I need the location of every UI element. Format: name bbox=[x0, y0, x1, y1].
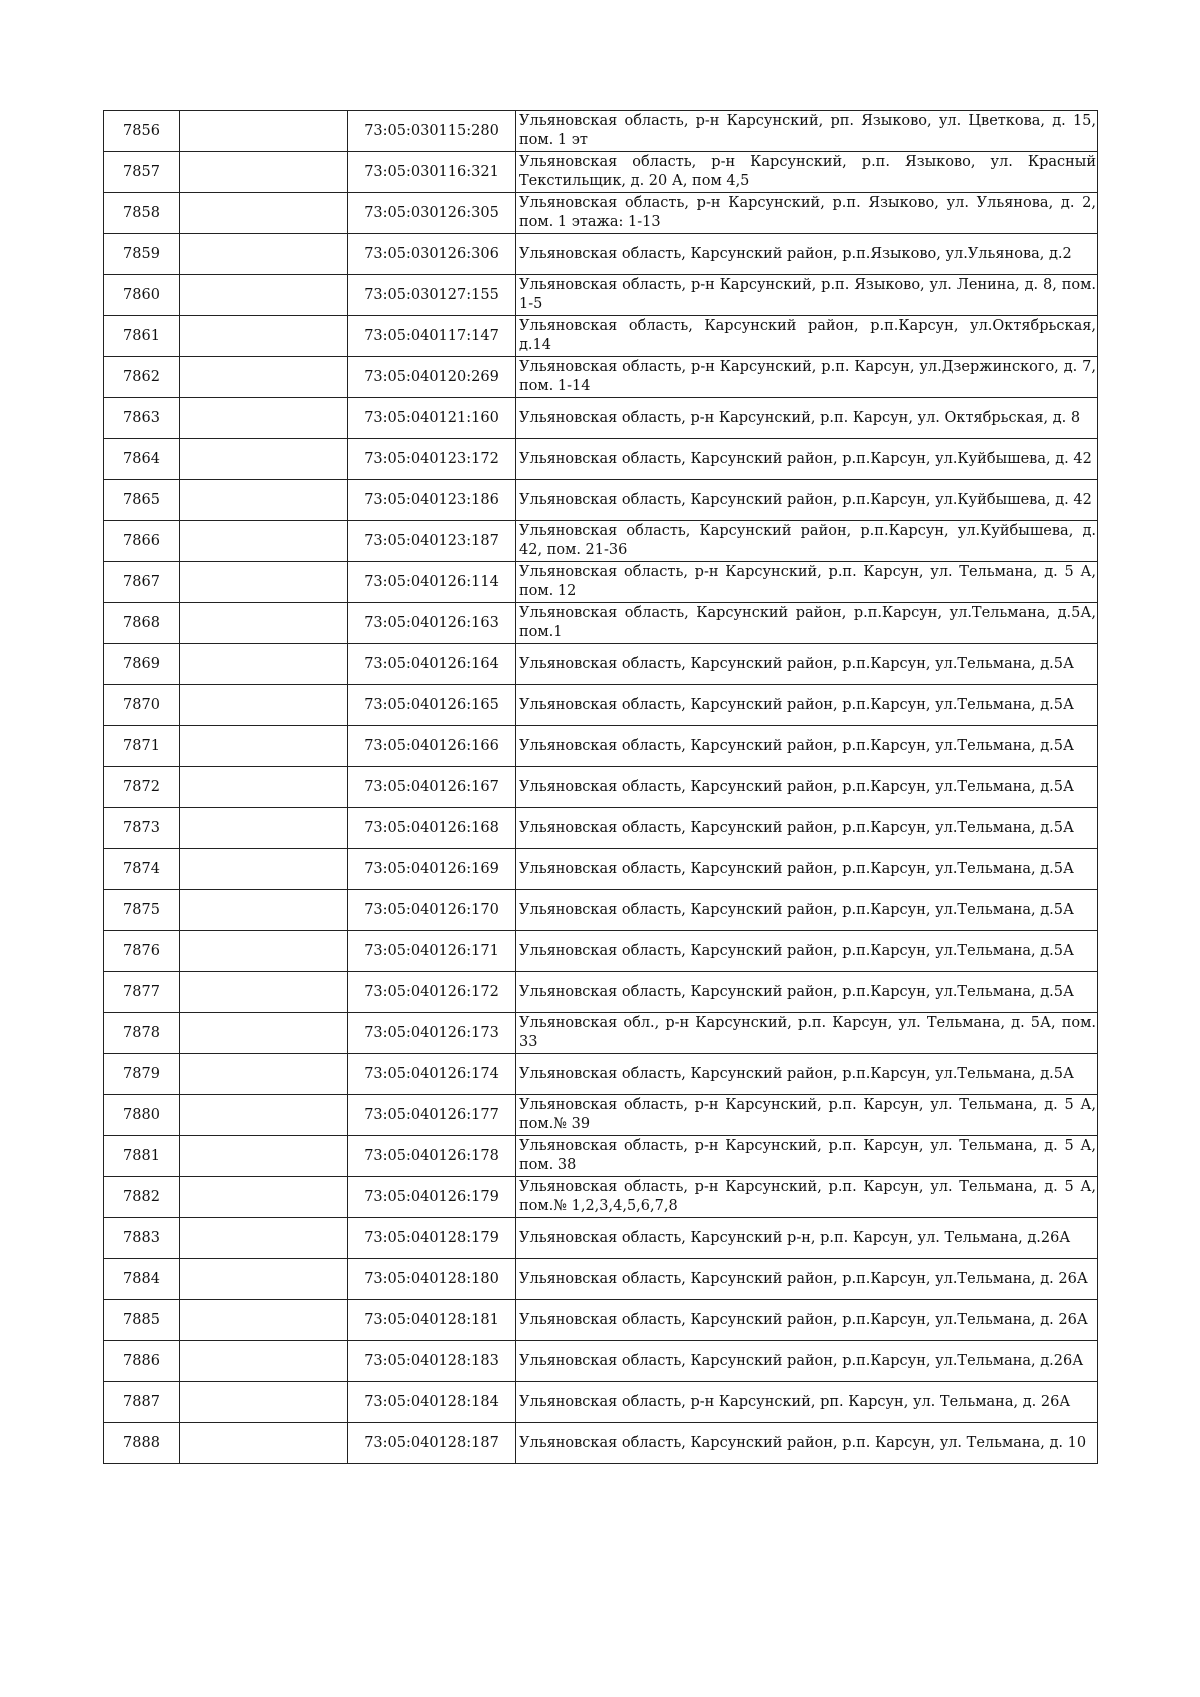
empty-cell bbox=[180, 357, 348, 398]
address-cell: Ульяновская область, р-н Карсунский, р.п. Карсун, ул.Дзержинского, д. 7, пом. 1-14 bbox=[516, 357, 1098, 398]
address-cell: Ульяновская область, Карсунский район, р.п. Карсун, ул. Тельмана, д. 10 bbox=[516, 1423, 1098, 1464]
row-number-cell: 7883 bbox=[104, 1218, 180, 1259]
row-number-cell: 7879 bbox=[104, 1054, 180, 1095]
table-row bbox=[104, 193, 1098, 234]
row-number-cell: 7874 bbox=[104, 849, 180, 890]
address-cell: Ульяновская область, Карсунский район, р.п.Карсун, ул.Тельмана, д. 26А bbox=[516, 1300, 1098, 1341]
empty-cell bbox=[180, 1177, 348, 1218]
table-row bbox=[104, 1382, 1098, 1423]
cadastral-number-cell: 73:05:040128:181 bbox=[348, 1300, 516, 1341]
table-row bbox=[104, 1423, 1098, 1464]
address-cell: Ульяновская область, Карсунский район, р.п.Карсун, ул.Тельмана, д.5А bbox=[516, 644, 1098, 685]
cadastral-number-cell: 73:05:040126:177 bbox=[348, 1095, 516, 1136]
table-row bbox=[104, 480, 1098, 521]
empty-cell bbox=[180, 1341, 348, 1382]
address-cell: Ульяновская область, р-н Карсунский, р.п. Языково, ул. Красный Текстильщик, д. 20 А, пом 4,5 bbox=[516, 152, 1098, 193]
table-row bbox=[104, 931, 1098, 972]
cadastral-number-cell: 73:05:040128:187 bbox=[348, 1423, 516, 1464]
cadastral-number-cell: 73:05:030115:280 bbox=[348, 111, 516, 152]
row-number-cell: 7882 bbox=[104, 1177, 180, 1218]
table-row bbox=[104, 849, 1098, 890]
table-row bbox=[104, 234, 1098, 275]
address-cell: Ульяновская область, р-н Карсунский, р.п. Языково, ул. Ульянова, д. 2, пом. 1 этажа: 1-13 bbox=[516, 193, 1098, 234]
cadastral-number-cell: 73:05:040126:173 bbox=[348, 1013, 516, 1054]
row-number-cell: 7884 bbox=[104, 1259, 180, 1300]
empty-cell bbox=[180, 234, 348, 275]
cadastral-number-cell: 73:05:040123:186 bbox=[348, 480, 516, 521]
table-row bbox=[104, 357, 1098, 398]
table-row bbox=[104, 398, 1098, 439]
row-number-cell: 7864 bbox=[104, 439, 180, 480]
address-cell: Ульяновская область, Карсунский район, р.п.Карсун, ул.Октябрьская, д.14 bbox=[516, 316, 1098, 357]
table-row bbox=[104, 1177, 1098, 1218]
empty-cell bbox=[180, 1013, 348, 1054]
row-number-cell: 7861 bbox=[104, 316, 180, 357]
address-cell: Ульяновская область, Карсунский район, р.п.Карсун, ул.Тельмана, д. 26А bbox=[516, 1259, 1098, 1300]
cadastral-number-cell: 73:05:040117:147 bbox=[348, 316, 516, 357]
row-number-cell: 7872 bbox=[104, 767, 180, 808]
address-cell: Ульяновская область, Карсунский район, р.п.Карсун, ул.Тельмана, д.5А bbox=[516, 685, 1098, 726]
address-cell: Ульяновская область, Карсунский район, р.п.Карсун, ул.Тельмана, д.5А bbox=[516, 849, 1098, 890]
address-cell: Ульяновская область, р-н Карсунский, р.п. Карсун, ул. Тельмана, д. 5 А, пом. 38 bbox=[516, 1136, 1098, 1177]
row-number-cell: 7863 bbox=[104, 398, 180, 439]
cadastral-number-cell: 73:05:030127:155 bbox=[348, 275, 516, 316]
empty-cell bbox=[180, 1054, 348, 1095]
cadastral-number-cell: 73:05:040126:166 bbox=[348, 726, 516, 767]
address-cell: Ульяновская область, Карсунский район, р.п.Карсун, ул.Куйбышева, д. 42 bbox=[516, 439, 1098, 480]
empty-cell bbox=[180, 726, 348, 767]
empty-cell bbox=[180, 193, 348, 234]
row-number-cell: 7888 bbox=[104, 1423, 180, 1464]
empty-cell bbox=[180, 1259, 348, 1300]
row-number-cell: 7869 bbox=[104, 644, 180, 685]
row-number-cell: 7870 bbox=[104, 685, 180, 726]
cadastral-number-cell: 73:05:040126:171 bbox=[348, 931, 516, 972]
table-row bbox=[104, 562, 1098, 603]
address-cell: Ульяновская область, Карсунский район, р.п.Карсун, ул.Тельмана, д.5А bbox=[516, 808, 1098, 849]
empty-cell bbox=[180, 931, 348, 972]
empty-cell bbox=[180, 275, 348, 316]
address-cell: Ульяновская область, Карсунский район, р.п.Карсун, ул.Тельмана, д.5А bbox=[516, 890, 1098, 931]
empty-cell bbox=[180, 808, 348, 849]
empty-cell bbox=[180, 685, 348, 726]
address-cell: Ульяновская область, Карсунский район, р.п.Карсун, ул.Тельмана, д.5А bbox=[516, 972, 1098, 1013]
empty-cell bbox=[180, 644, 348, 685]
address-cell: Ульяновская область, р-н Карсунский, р.п. Карсун, ул. Тельмана, д. 5 А, пом.№ 1,2,3,4,5,6,7,8 bbox=[516, 1177, 1098, 1218]
cadastral-number-cell: 73:05:040128:183 bbox=[348, 1341, 516, 1382]
row-number-cell: 7857 bbox=[104, 152, 180, 193]
table-row bbox=[104, 644, 1098, 685]
row-number-cell: 7886 bbox=[104, 1341, 180, 1382]
row-number-cell: 7856 bbox=[104, 111, 180, 152]
cadastral-number-cell: 73:05:030126:306 bbox=[348, 234, 516, 275]
address-cell: Ульяновская область, Карсунский район, р.п.Карсун, ул.Тельмана, д.5А bbox=[516, 931, 1098, 972]
empty-cell bbox=[180, 111, 348, 152]
row-number-cell: 7877 bbox=[104, 972, 180, 1013]
table-row bbox=[104, 439, 1098, 480]
cadastral-number-cell: 73:05:030116:321 bbox=[348, 152, 516, 193]
cadastral-number-cell: 73:05:040120:269 bbox=[348, 357, 516, 398]
cadastral-number-cell: 73:05:040121:160 bbox=[348, 398, 516, 439]
cadastral-number-cell: 73:05:040126:174 bbox=[348, 1054, 516, 1095]
address-cell: Ульяновская область, Карсунский район, р.п.Карсун, ул.Тельмана, д.5А bbox=[516, 1054, 1098, 1095]
cadastral-number-cell: 73:05:040126:164 bbox=[348, 644, 516, 685]
empty-cell bbox=[180, 767, 348, 808]
row-number-cell: 7860 bbox=[104, 275, 180, 316]
address-cell: Ульяновская область, Карсунский район, р.п.Карсун, ул.Тельмана, д.5А, пом.1 bbox=[516, 603, 1098, 644]
empty-cell bbox=[180, 972, 348, 1013]
row-number-cell: 7887 bbox=[104, 1382, 180, 1423]
address-cell: Ульяновская область, р-н Карсунский, рп. Языково, ул. Цветкова, д. 15, пом. 1 эт bbox=[516, 111, 1098, 152]
empty-cell bbox=[180, 1382, 348, 1423]
address-cell: Ульяновская область, р-н Карсунский, рп. Карсун, ул. Тельмана, д. 26А bbox=[516, 1382, 1098, 1423]
address-cell: Ульяновская обл., р-н Карсунский, р.п. Карсун, ул. Тельмана, д. 5А, пом. 33 bbox=[516, 1013, 1098, 1054]
row-number-cell: 7868 bbox=[104, 603, 180, 644]
row-number-cell: 7881 bbox=[104, 1136, 180, 1177]
empty-cell bbox=[180, 890, 348, 931]
empty-cell bbox=[180, 1095, 348, 1136]
cadastral-number-cell: 73:05:040126:114 bbox=[348, 562, 516, 603]
row-number-cell: 7871 bbox=[104, 726, 180, 767]
address-cell: Ульяновская область, Карсунский район, р.п.Карсун, ул.Тельмана, д.5А bbox=[516, 726, 1098, 767]
empty-cell bbox=[180, 1300, 348, 1341]
table-row bbox=[104, 1054, 1098, 1095]
empty-cell bbox=[180, 439, 348, 480]
cadastral-number-cell: 73:05:040126:168 bbox=[348, 808, 516, 849]
cadastral-number-cell: 73:05:040126:170 bbox=[348, 890, 516, 931]
table-row bbox=[104, 1013, 1098, 1054]
cadastral-number-cell: 73:05:040126:178 bbox=[348, 1136, 516, 1177]
table-row bbox=[104, 685, 1098, 726]
empty-cell bbox=[180, 398, 348, 439]
table-row bbox=[104, 1136, 1098, 1177]
cadastral-number-cell: 73:05:040123:187 bbox=[348, 521, 516, 562]
address-cell: Ульяновская область, Карсунский район, р.п.Языково, ул.Ульянова, д.2 bbox=[516, 234, 1098, 275]
table-row bbox=[104, 275, 1098, 316]
cadastral-number-cell: 73:05:040126:169 bbox=[348, 849, 516, 890]
cadastral-number-cell: 73:05:040126:163 bbox=[348, 603, 516, 644]
table-row bbox=[104, 890, 1098, 931]
address-cell: Ульяновская область, Карсунский район, р.п.Карсун, ул.Тельмана, д.26А bbox=[516, 1341, 1098, 1382]
table-row bbox=[104, 1095, 1098, 1136]
cadastral-number-cell: 73:05:040123:172 bbox=[348, 439, 516, 480]
cadastral-number-cell: 73:05:040128:180 bbox=[348, 1259, 516, 1300]
address-cell: Ульяновская область, р-н Карсунский, р.п. Карсун, ул. Тельмана, д. 5 А, пом. 12 bbox=[516, 562, 1098, 603]
cadastral-number-cell: 73:05:030126:305 bbox=[348, 193, 516, 234]
table-row bbox=[104, 316, 1098, 357]
address-cell: Ульяновская область, Карсунский район, р.п.Карсун, ул.Куйбышева, д. 42, пом. 21-36 bbox=[516, 521, 1098, 562]
table-row bbox=[104, 1341, 1098, 1382]
empty-cell bbox=[180, 316, 348, 357]
table-row bbox=[104, 972, 1098, 1013]
table-row bbox=[104, 1259, 1098, 1300]
table-row bbox=[104, 152, 1098, 193]
row-number-cell: 7873 bbox=[104, 808, 180, 849]
row-number-cell: 7878 bbox=[104, 1013, 180, 1054]
empty-cell bbox=[180, 1136, 348, 1177]
cadastral-number-cell: 73:05:040126:167 bbox=[348, 767, 516, 808]
cadastral-number-cell: 73:05:040128:179 bbox=[348, 1218, 516, 1259]
property-register-table bbox=[103, 110, 1098, 1464]
table-row bbox=[104, 603, 1098, 644]
table-row bbox=[104, 521, 1098, 562]
row-number-cell: 7862 bbox=[104, 357, 180, 398]
table-row bbox=[104, 767, 1098, 808]
row-number-cell: 7866 bbox=[104, 521, 180, 562]
row-number-cell: 7859 bbox=[104, 234, 180, 275]
empty-cell bbox=[180, 521, 348, 562]
row-number-cell: 7880 bbox=[104, 1095, 180, 1136]
row-number-cell: 7858 bbox=[104, 193, 180, 234]
empty-cell bbox=[180, 1423, 348, 1464]
cadastral-number-cell: 73:05:040128:184 bbox=[348, 1382, 516, 1423]
empty-cell bbox=[180, 603, 348, 644]
address-cell: Ульяновская область, Карсунский район, р.п.Карсун, ул.Куйбышева, д. 42 bbox=[516, 480, 1098, 521]
empty-cell bbox=[180, 1218, 348, 1259]
table-row bbox=[104, 726, 1098, 767]
row-number-cell: 7867 bbox=[104, 562, 180, 603]
cadastral-number-cell: 73:05:040126:179 bbox=[348, 1177, 516, 1218]
address-cell: Ульяновская область, р-н Карсунский, р.п. Языково, ул. Ленина, д. 8, пом. 1-5 bbox=[516, 275, 1098, 316]
cadastral-number-cell: 73:05:040126:165 bbox=[348, 685, 516, 726]
address-cell: Ульяновская область, Карсунский р-н, р.п. Карсун, ул. Тельмана, д.26А bbox=[516, 1218, 1098, 1259]
table-row bbox=[104, 808, 1098, 849]
address-cell: Ульяновская область, р-н Карсунский, р.п. Карсун, ул. Октябрьская, д. 8 bbox=[516, 398, 1098, 439]
row-number-cell: 7875 bbox=[104, 890, 180, 931]
row-number-cell: 7885 bbox=[104, 1300, 180, 1341]
empty-cell bbox=[180, 152, 348, 193]
table-row bbox=[104, 111, 1098, 152]
cadastral-number-cell: 73:05:040126:172 bbox=[348, 972, 516, 1013]
empty-cell bbox=[180, 562, 348, 603]
address-cell: Ульяновская область, Карсунский район, р.п.Карсун, ул.Тельмана, д.5А bbox=[516, 767, 1098, 808]
empty-cell bbox=[180, 849, 348, 890]
row-number-cell: 7876 bbox=[104, 931, 180, 972]
table-row bbox=[104, 1218, 1098, 1259]
table-row bbox=[104, 1300, 1098, 1341]
address-cell: Ульяновская область, р-н Карсунский, р.п. Карсун, ул. Тельмана, д. 5 А, пом.№ 39 bbox=[516, 1095, 1098, 1136]
table-body bbox=[104, 111, 1098, 1464]
empty-cell bbox=[180, 480, 348, 521]
row-number-cell: 7865 bbox=[104, 480, 180, 521]
